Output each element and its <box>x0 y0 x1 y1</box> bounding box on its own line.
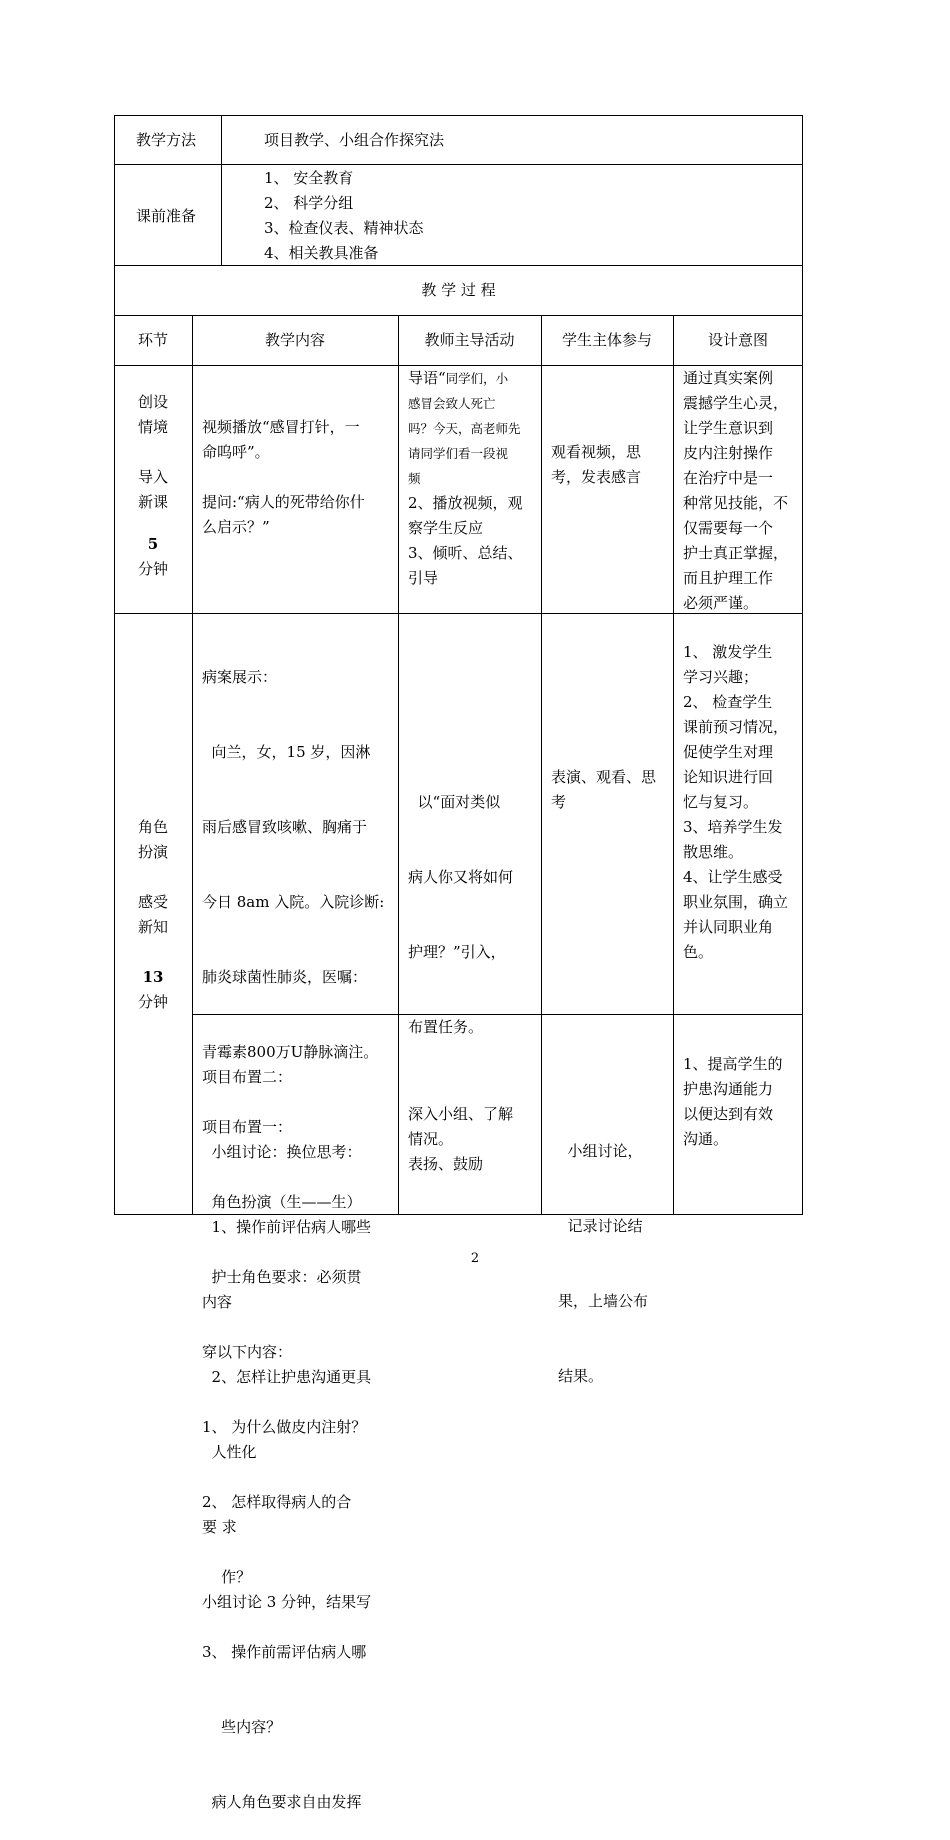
content-line: 病人角色要求自由发挥 <box>202 1793 362 1811</box>
prep-item: 1、 安全教育 <box>264 169 354 187</box>
content-line: 穿以下内容： <box>202 1343 293 1361</box>
intent-line: 1、 激发学生 <box>683 643 773 661</box>
stage-line: 扮演 <box>137 843 168 861</box>
teacher-line: 情况。 <box>408 1130 454 1148</box>
row-divider <box>114 265 803 266</box>
content-line: 2、 怎样取得病人的合 <box>202 1493 352 1511</box>
prep-item: 3、检查仪表、精神状态 <box>264 219 424 237</box>
row-divider <box>114 315 803 316</box>
teacher-line: 吗？今天，高老师先 <box>408 421 521 436</box>
content-line: 提问:“病人的死带给你什 <box>202 493 365 511</box>
content-line: 1、操作前评估病人哪些 <box>202 1218 372 1236</box>
page-number: 2 <box>470 1251 480 1266</box>
intent-line: 种常见技能，不 <box>683 494 789 512</box>
col-header-content: 教学内容 <box>264 331 325 349</box>
teacher-line: 护理？”引入， <box>408 943 506 961</box>
teacher-line: 2、播放视频，观 <box>408 494 523 512</box>
method-value: 项目教学、小组合作探究法 <box>264 131 445 149</box>
prep-list <box>264 166 424 266</box>
content-line: 么启示？” <box>202 518 270 536</box>
intent-line: 促使学生对理 <box>683 743 774 761</box>
col-divider <box>192 315 193 1215</box>
content-line: 今日 8am 入院。入院诊断: <box>202 893 385 911</box>
teacher-line: 引导 <box>408 569 439 587</box>
row-divider <box>114 164 803 165</box>
row3-teacher <box>408 1102 536 1177</box>
intent-line: 1、提高学生的 <box>683 1055 783 1073</box>
intent-line: 以便达到有效 <box>683 1105 774 1123</box>
teacher-intro-small: 同学们，小 <box>445 371 509 386</box>
intent-line: 而且护理工作 <box>683 569 774 587</box>
student-line: 观看视频，思 <box>551 443 642 461</box>
content-line: 小组讨论 3 分钟，结果写 <box>202 1593 372 1611</box>
teacher-line: 深入小组、了解 <box>408 1105 514 1123</box>
intent-line: 忆与复习。 <box>683 793 759 811</box>
student-line: 小组讨论， <box>558 1142 643 1160</box>
row3-intent <box>683 1052 795 1152</box>
intent-line: 震撼学生心灵， <box>683 394 789 412</box>
intent-line: 学习兴趣； <box>683 668 759 686</box>
teacher-line: 察学生反应 <box>408 519 484 537</box>
process-title: 教 学 过 程 <box>421 281 496 299</box>
col-divider <box>221 115 222 265</box>
table-border-top <box>114 115 803 116</box>
stage-minutes-unit: 分钟 <box>137 560 168 578</box>
content-line: 青霉素800万U静脉滴注。 <box>202 1043 379 1061</box>
teacher-line: 3、倾听、总结、 <box>408 544 523 562</box>
content-line: 角色扮演（生——生） <box>202 1193 362 1211</box>
intent-line: 护士真正掌握， <box>683 544 789 562</box>
stage-line: 角色 <box>137 818 168 836</box>
content-line: 1、 为什么做皮内注射？ <box>202 1418 367 1436</box>
stage-minutes-unit: 分钟 <box>137 993 168 1011</box>
stage-line: 创设 <box>137 393 168 411</box>
row1-intent <box>683 366 795 616</box>
col-header-student: 学生主体参与 <box>561 331 652 349</box>
teacher-line: 请同学们看一段视 <box>408 446 509 461</box>
row3-student <box>558 1089 668 1414</box>
teacher-line: 布置任务。 <box>408 1018 484 1036</box>
content-line: 些内容？ <box>202 1718 282 1736</box>
intent-line: 散思维。 <box>683 843 744 861</box>
col-divider <box>541 315 542 1215</box>
col-header-intent: 设计意图 <box>707 331 768 349</box>
row1-student <box>551 440 667 490</box>
content-line: 向兰，女，15 岁，因淋 <box>202 743 371 761</box>
content-line: 2、怎样让护患沟通更具 <box>202 1368 372 1386</box>
prep-item: 4、相关教具准备 <box>264 244 379 262</box>
row1-teacher <box>408 366 536 591</box>
content-line: 病案展示： <box>202 668 278 686</box>
content-line: 小组讨论：换位思考： <box>202 1143 362 1161</box>
row2-teacher <box>408 740 536 1065</box>
content-line: 人性化 <box>202 1443 257 1461</box>
intent-line: 在治疗中是一 <box>683 469 774 487</box>
stage-line: 新课 <box>137 493 168 511</box>
prep-label: 课前准备 <box>136 207 197 225</box>
intent-line: 并认同职业角 <box>683 918 774 936</box>
intent-line: 护患沟通能力 <box>683 1080 774 1098</box>
content-line: 命呜呼”。 <box>202 443 270 461</box>
row2-intent <box>683 640 795 965</box>
method-label: 教学方法 <box>136 131 197 149</box>
content-line: 肺炎球菌性肺炎，医嘱： <box>202 968 368 986</box>
student-line: 表演、观看、思 <box>551 768 657 786</box>
content-line: 3、 操作前需评估病人哪 <box>202 1643 367 1661</box>
content-line: 项目布置二： <box>202 1068 293 1086</box>
intent-line: 4、让学生感受 <box>683 868 783 886</box>
row2-student <box>551 765 667 815</box>
stage-line: 感受 <box>137 893 168 911</box>
intent-line: 让学生意识到 <box>683 419 774 437</box>
student-line: 结果。 <box>558 1367 604 1385</box>
student-line: 考，发表感言 <box>551 468 642 486</box>
teacher-line <box>408 366 536 391</box>
content-line: 项目布置一： <box>202 1118 293 1136</box>
intent-line: 职业氛围，确立 <box>683 893 789 911</box>
intent-line: 论知识进行回 <box>683 768 774 786</box>
content-line: 视频播放“感冒打针，一 <box>202 418 360 436</box>
prep-item: 2、 科学分组 <box>264 194 354 212</box>
stage-minutes: 13 <box>142 968 164 986</box>
student-line: 考 <box>551 793 567 811</box>
teacher-line: 表扬、鼓励 <box>408 1155 484 1173</box>
content-line: 作？ <box>202 1568 252 1586</box>
intent-line: 3、培养学生发 <box>683 818 783 836</box>
intent-line: 课前预习情况， <box>683 718 789 736</box>
content-line: 雨后感冒致咳嗽、胸痛于 <box>202 818 368 836</box>
student-line: 果，上墙公布 <box>558 1292 649 1310</box>
col-header-stage: 环节 <box>137 331 168 349</box>
teacher-line: 以“面对类似 <box>408 793 501 811</box>
intent-line: 色。 <box>683 943 714 961</box>
stage-line: 新知 <box>137 918 168 936</box>
teacher-intro: 导语“ <box>408 369 446 387</box>
col-divider <box>398 315 399 1215</box>
intent-line: 通过真实案例 <box>683 369 774 387</box>
content-line: 要 求 <box>202 1518 237 1536</box>
stage-line: 导入 <box>137 468 168 486</box>
row3-content <box>202 1015 392 1640</box>
intent-line: 皮内注射操作 <box>683 444 774 462</box>
row1-content <box>202 415 392 540</box>
col-divider <box>673 315 674 1215</box>
content-line: 护士角色要求：必须贯 <box>202 1268 362 1286</box>
teacher-line: 病人你又将如何 <box>408 868 514 886</box>
row2-stage <box>114 815 192 1015</box>
intent-line: 沟通。 <box>683 1130 729 1148</box>
stage-minutes: 5 <box>147 535 159 553</box>
intent-line: 2、 检查学生 <box>683 693 773 711</box>
intent-line: 必须严谨。 <box>683 594 759 612</box>
content-line: 内容 <box>202 1293 233 1311</box>
row1-stage <box>114 390 192 582</box>
col-header-teacher: 教师主导活动 <box>424 331 515 349</box>
teacher-line: 感冒会致人死亡 <box>408 396 496 411</box>
student-line: 记录讨论结 <box>558 1217 643 1235</box>
stage-line: 情境 <box>137 418 168 436</box>
teacher-line: 频 <box>408 471 421 486</box>
intent-line: 仅需要每一个 <box>683 519 774 537</box>
